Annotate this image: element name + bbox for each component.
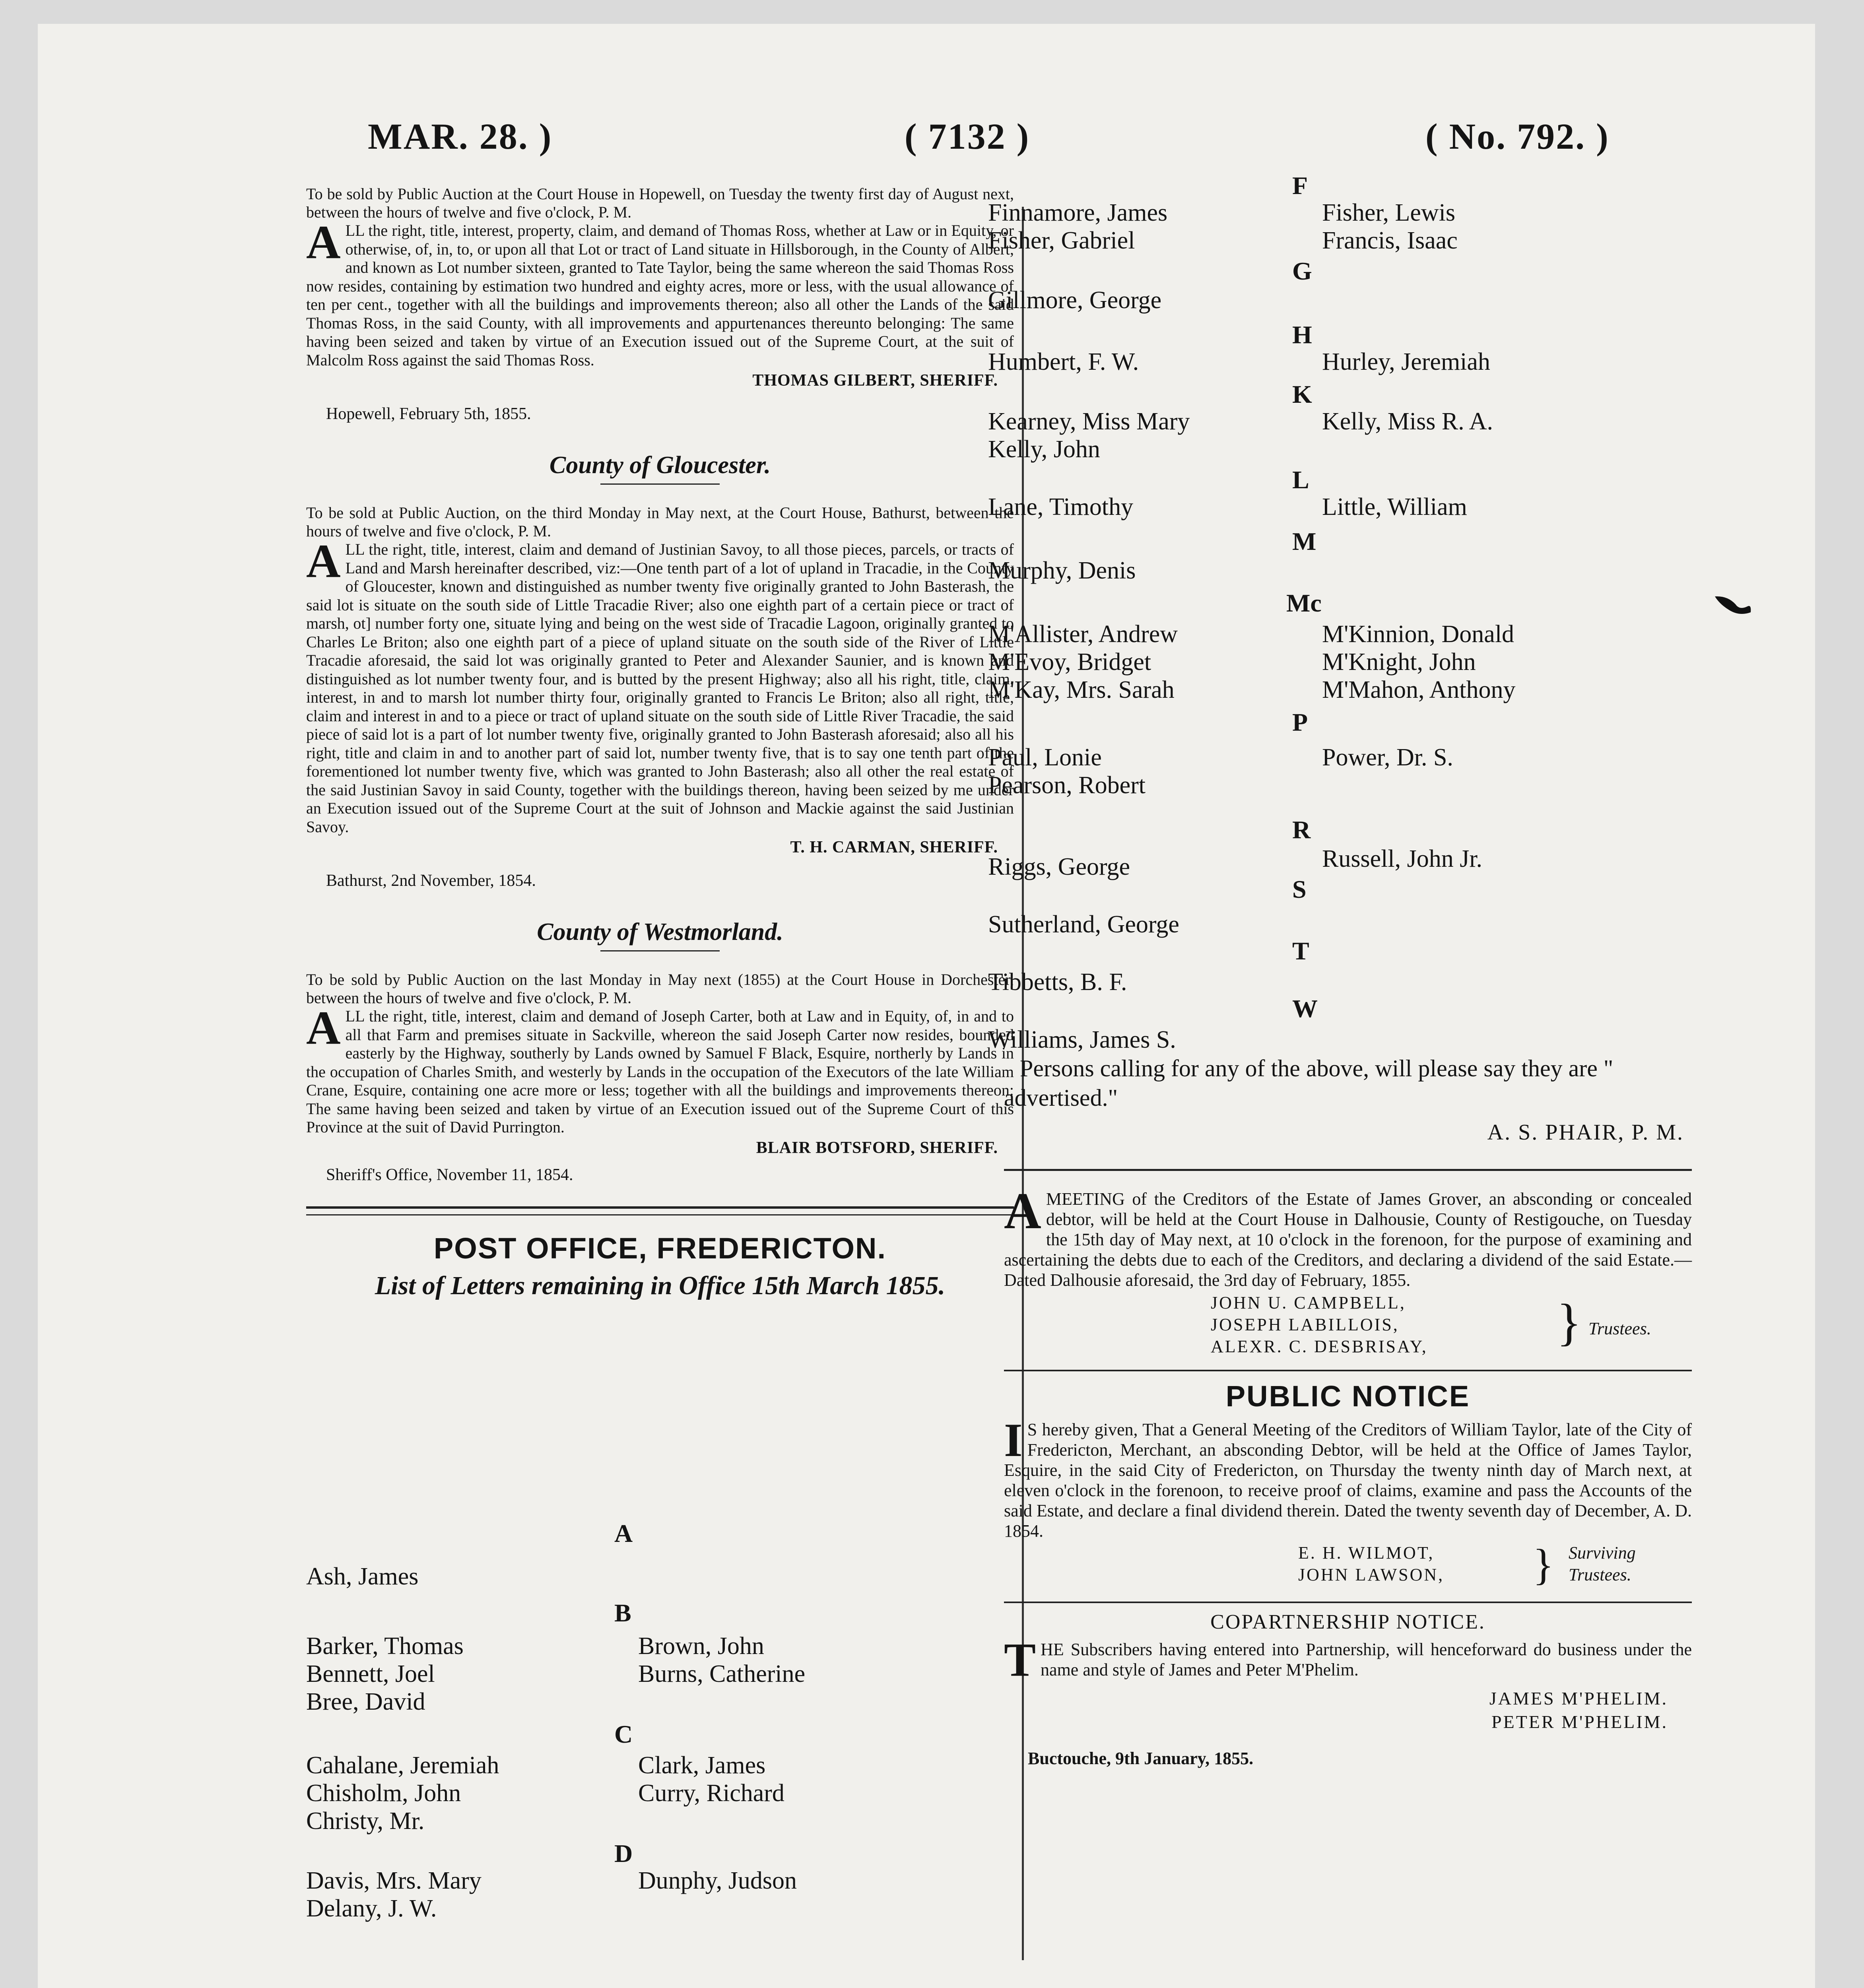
- list-item: Power, Dr. S.: [1322, 744, 1453, 771]
- public-notice-title: PUBLIC NOTICE: [1225, 1380, 1470, 1413]
- list-item: M'Evoy, Bridget: [988, 648, 1151, 676]
- list-item: M'Allister, Andrew: [988, 621, 1178, 648]
- letter-heading-mc: Mc: [1286, 589, 1322, 617]
- list-item: Kearney, Miss Mary: [988, 408, 1190, 435]
- gloucester-body: LL the right, title, interest, claim and demand of Justinian Savoy, to all those pieces, parcels, or tracts of Land and Marsh hereinafter described, viz:—One tenth part of a lot of upland in Tracadie, in the County of Gloucester, known and distinguished as number twenty five originally granted to John Basterash, the said lot is situate on the south side of Little Tracadie River; also one eighth part of a certain piece or tract of marsh, ot] number forty one, situate lying and being on the west side of Tracadie Lagoon, originally granted to Charles Le Briton; also one eighth part of a piece of upland situate on the south side of the River of Little Tracadie aforesaid, the said lot was originally granted to Peter and Alexander Saunier, and is known and distinguished as lot number twenty four, and is butted by the present Highway; also all his right, title, claim, interest, in and to marsh lot number thirty four, originally granted to Francis Le Briton; also all right, title, claim and interest in and to a piece or tract of upland situate on the south side of Little River Tracadie, the said piece of said lot is a part of lot number twenty five, originally granted to John Basterash aforesaid; also all his right, title and claim in and to another part of said lot, number twenty five, that is to say one tenth part of the forementioned lot number twenty five, which was granted to John Basterash; also all other the real estate of the said Justinian Savoy in said County, together with the buildings thereon, having been seized by me under an Execution issued out of the Supreme Court at the suit of Johnson and Mackie against the said Justinian Savoy.: [306, 540, 1014, 836]
- list-item: Gillmore, George: [988, 287, 1162, 314]
- list-item: Barker, Thomas: [306, 1633, 464, 1660]
- copartnership-dated: Buctouche, 9th January, 1855.: [1028, 1749, 1254, 1768]
- westmorland-heading: County of Westmorland.: [537, 918, 783, 945]
- brace-icon: }: [1533, 1540, 1554, 1589]
- letter-heading-r: R: [1292, 815, 1311, 844]
- letter-heading-b: B: [614, 1599, 631, 1627]
- drop-cap: A: [306, 1001, 341, 1054]
- westmorland-intro: To be sold by Public Auction on the last Monday in May next (1855) at the Court House in Dorchester, between the hours of twelve and five o'clock, P. M.: [306, 971, 1014, 1007]
- hopewell-body: LL the right, title, interest, property, claim, and demand of Thomas Ross, whether at Law or in Equity, or otherwise, of, in, to, or upon all that Lot or tract of Land situate in Hillsborough, in the County of Albert, and known as Lot number sixteen, granted to Tate Taylor, being the same whereon the said Thomas Ross now resides, containing by estimation two hundred and eighty acres, more or less, with the usual allowance of ten per cent., together with all the buildings and improvements thereon; also all other the Lands of the said Thomas Ross, in the said County, with all improvements and appurtenances thereunto belonging: The same having been seized and taken by virtue of an Execution issued out of the Supreme Court, at the suit of Malcolm Ross against the said Thomas Ross.: [306, 221, 1014, 369]
- partner-name: PETER M'PHELIM.: [1491, 1712, 1668, 1732]
- letter-heading-h: H: [1292, 320, 1312, 349]
- left-column: [306, 185, 1014, 1301]
- copartnership-notice: [1004, 1633, 1692, 1686]
- list-item: M'Mahon, Anthony: [1322, 676, 1516, 703]
- list-item: Sutherland, George: [988, 911, 1179, 938]
- list-item: Dunphy, Judson: [638, 1867, 797, 1894]
- list-item: Fisher, Lewis: [1322, 199, 1456, 226]
- header-date: MAR. 28. ): [368, 116, 553, 157]
- partner-name: JAMES M'PHELIM.: [1489, 1688, 1668, 1708]
- letter-heading-a: A: [614, 1519, 633, 1547]
- post-office-subtitle: List of Letters remaining in Office 15th March 1855.: [375, 1271, 946, 1300]
- post-office-title: POST OFFICE, FREDERICTON.: [433, 1231, 887, 1265]
- list-item: Bennett, Joel: [306, 1660, 435, 1687]
- list-item: Ash, James: [306, 1563, 419, 1590]
- westmorland-sheriff: BLAIR BOTSFORD, SHERIFF.: [756, 1138, 998, 1157]
- letter-heading-d: D: [614, 1839, 633, 1868]
- list-item: M'Knight, John: [1322, 648, 1476, 676]
- list-item: Davis, Mrs. Mary: [306, 1867, 482, 1894]
- grover-body: MEETING of the Creditors of the Estate of James Grover, an absconding or concealed debtor, will be held at the Court House in Dalhousie, County of Restigouche, on Tuesday the 15th day of May next, at 10 o'clock in the forenoon, for the purpose of examining and ascertaining the debts due to each of the Creditors, and declaring a dividend of the said Estate.—Dated Dalhousie aforesaid, the 3rd day of February, 1855.: [1004, 1189, 1692, 1290]
- trustee-name: JOSEPH LABILLOIS,: [1211, 1315, 1399, 1334]
- letter-heading-s: S: [1292, 875, 1307, 903]
- postmaster-signature: A. S. PHAIR, P. M.: [1487, 1120, 1684, 1145]
- advertised-note: Persons calling for any of the above, will please say they are " advertised.": [1004, 1055, 1614, 1111]
- gloucester-sheriff: T. H. CARMAN, SHERIFF.: [790, 838, 998, 856]
- list-item: Delany, J. W.: [306, 1895, 437, 1922]
- ink-mark-icon: [1712, 588, 1759, 620]
- newspaper-page: [38, 24, 1815, 1988]
- section-rule: [1004, 1602, 1692, 1603]
- list-item: Finnamore, James: [988, 199, 1168, 226]
- trustees-label: Trustees.: [1588, 1319, 1651, 1338]
- drop-cap: A: [1004, 1182, 1041, 1240]
- westmorland-notice: [306, 1001, 1014, 1137]
- list-item: Kelly, Miss R. A.: [1322, 408, 1493, 435]
- hopewell-sheriff: THOMAS GILBERT, SHERIFF.: [752, 371, 998, 390]
- copartnership-body: HE Subscribers having entered into Partnership, will henceforward do business under the name and style of James and Peter M'Phelim.: [1041, 1640, 1692, 1679]
- list-item: Murphy, Denis: [988, 557, 1136, 584]
- grover-trustees: [1004, 1293, 1692, 1360]
- list-item: Curry, Richard: [638, 1780, 784, 1807]
- trustee-name: E. H. WILMOT,: [1298, 1543, 1435, 1563]
- list-item: Burns, Catherine: [638, 1660, 806, 1687]
- letter-heading-w: W: [1292, 994, 1318, 1023]
- letter-heading-p: P: [1292, 708, 1308, 736]
- letter-heading-l: L: [1292, 466, 1309, 494]
- drop-cap: I: [1004, 1413, 1023, 1466]
- list-item: Pearson, Robert: [988, 772, 1146, 799]
- drop-cap: T: [1004, 1633, 1036, 1686]
- brace-icon: }: [1557, 1294, 1582, 1351]
- hopewell-intro: To be sold by Public Auction at the Court House in Hopewell, on Tuesday the twenty first day of August next, between the hours of twelve and five o'clock, P. M.: [306, 185, 1014, 221]
- westmorland-dated: Sheriff's Office, November 11, 1854.: [326, 1165, 573, 1184]
- drop-cap: A: [306, 215, 341, 268]
- list-item: Paul, Lonie: [988, 744, 1102, 771]
- letter-heading-t: T: [1292, 937, 1309, 965]
- trustees-label: Surviving: [1569, 1543, 1636, 1563]
- grover-notice: [1004, 1182, 1692, 1290]
- letter-heading-g: G: [1292, 257, 1312, 285]
- list-item: Little, William: [1322, 493, 1467, 520]
- right-notices: [1004, 1054, 1692, 1769]
- trustee-name: JOHN U. CAMPBELL,: [1211, 1293, 1406, 1312]
- heading-rule: [600, 483, 720, 485]
- header-page-number: ( 7132 ): [905, 116, 1030, 157]
- public-notice-body: S hereby given, That a General Meeting of the Creditors of William Taylor, late of the City of Fredericton, Merchant, an absconding Debtor, will be held at the Office of James Taylor, Esquire, in the said City of Fredericton, on Thursday the twenty ninth day of March next, at eleven o'clock in the forenoon, to receive proof of claims, examine and pass the Accounts of the said Estate, and declare a final dividend therein. Dated the twenty seventh day of December, A. D. 1854.: [1004, 1420, 1692, 1541]
- list-item: Lane, Timothy: [988, 493, 1134, 520]
- list-item: Hurley, Jeremiah: [1322, 348, 1490, 375]
- section-rule: [1004, 1169, 1692, 1171]
- list-item: Humbert, F. W.: [988, 348, 1139, 375]
- westmorland-body: LL the right, title, interest, claim and demand of Joseph Carter, both at Law and in Equity, of, in and to all that Farm and premises situate in Sackville, whereon the said Joseph Carter now resides, bounded easterly by the Highway, southerly by Lands owned by Samuel F Black, Esquire, northerly by Lands in the occupation of Charles Smith, and westerly by Lands in the occupation of the Executors of the late William Crane, Esquire, containing one acre more or less; together with all the buildings and improvements thereon: The same having been seized and taken by virtue of an Execution issued out of the Supreme Court of this Province at the suit of David Purrington.: [306, 1007, 1014, 1136]
- list-item: Francis, Isaac: [1322, 227, 1458, 254]
- letter-heading-m: M: [1292, 527, 1316, 555]
- drop-cap: A: [306, 534, 341, 587]
- copartnership-title: COPARTNERSHIP NOTICE.: [1210, 1611, 1485, 1633]
- list-item: M'Kay, Mrs. Sarah: [988, 676, 1175, 703]
- gloucester-notice: [306, 534, 1014, 836]
- list-item: Chisholm, John: [306, 1780, 461, 1807]
- list-item: Brown, John: [638, 1633, 764, 1660]
- list-item: Russell, John Jr.: [1322, 845, 1483, 872]
- section-rule: [306, 1206, 1014, 1215]
- section-rule: [1004, 1370, 1692, 1371]
- list-item: Williams, James S.: [988, 1026, 1176, 1053]
- gloucester-heading: County of Gloucester.: [549, 452, 771, 479]
- letter-heading-f: F: [1292, 171, 1308, 200]
- public-notice: [1004, 1413, 1692, 1541]
- list-item: Kelly, John: [988, 436, 1100, 463]
- trustee-name: ALEXR. C. DESBRISAY,: [1211, 1337, 1428, 1356]
- heading-rule: [600, 950, 720, 951]
- list-item: Christy, Mr.: [306, 1807, 425, 1835]
- list-item: Bree, David: [306, 1688, 425, 1715]
- letter-heading-k: K: [1292, 380, 1312, 408]
- gloucester-dated: Bathurst, 2nd November, 1854.: [326, 872, 536, 890]
- gloucester-intro: To be sold at Public Auction, on the third Monday in May next, at the Court House, Bathurst, between the hours of twelve and five o'clock, P. M.: [306, 504, 1014, 540]
- hopewell-notice: [306, 215, 1014, 369]
- list-item: M'Kinnion, Donald: [1322, 621, 1514, 648]
- list-item: Fisher, Gabriel: [988, 227, 1135, 254]
- trustees-label: Trustees.: [1569, 1565, 1631, 1584]
- public-notice-trustees: [1004, 1540, 1692, 1590]
- trustee-name: JOHN LAWSON,: [1298, 1565, 1445, 1584]
- hopewell-dated: Hopewell, February 5th, 1855.: [326, 405, 531, 423]
- list-item: Tibbetts, B. F.: [988, 969, 1127, 996]
- header-issue-number: ( No. 792. ): [1425, 116, 1610, 157]
- letter-heading-c: C: [614, 1720, 633, 1748]
- list-item: Clark, James: [638, 1752, 766, 1779]
- list-item: Riggs, George: [988, 853, 1130, 880]
- list-item: Cahalane, Jeremiah: [306, 1752, 499, 1779]
